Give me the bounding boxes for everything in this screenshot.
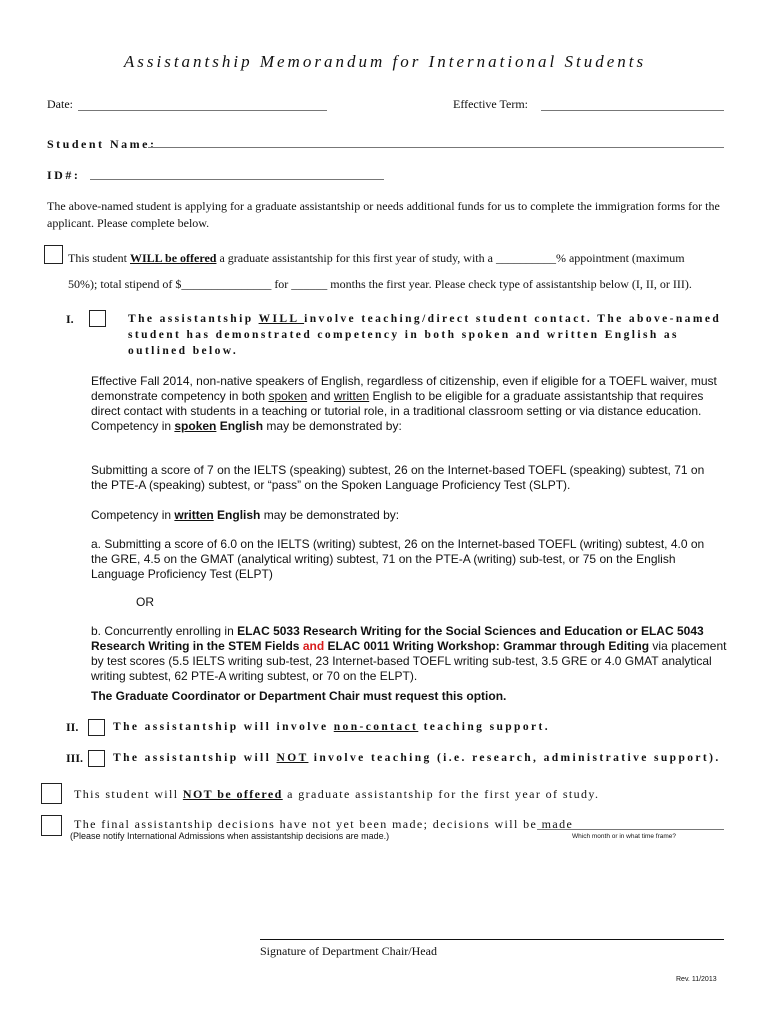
date-field[interactable] (78, 110, 327, 111)
intro-paragraph: The above-named student is applying for a graduate assistantship or needs additional funds for us to complete the immigration forms for the applicant. Please complete below. (47, 199, 720, 230)
pending-note: (Please notify International Admissions when assistantship decisions are made.) (70, 831, 390, 841)
policy-paragraph: Effective Fall 2014, non-native speakers of English, regardless of citizenship, even if eligible for a TOEFL waiver, must demonstrate competency in both spoken and written English to be eligible for a graduate assistantship that requires direct contact with students in a teaching or tutorial role, in a traditional classroom setting or via distance education. Competency in spoken English may be demonstrated by: (91, 374, 717, 433)
revision-label: Rev. 11/2013 (676, 976, 717, 983)
and-highlight: and (299, 639, 328, 653)
type-i-checkbox[interactable] (89, 310, 106, 327)
written-criteria-a: a. Submitting a score of 6.0 on the IELTS (writing) subtest, 26 on the Internet-based TOEFL (writing) subtest, 4.0 on the GRE, 4.5 on the GMAT (analytical writing) subtest, 71 on the PTE-A (writing) sub-test, or 75 on the English Language Proficiency Test (ELPT) (91, 537, 705, 581)
student-name-label: Student Name: (47, 137, 157, 151)
signature-line[interactable] (260, 939, 724, 940)
type-iii-roman: III. (66, 751, 84, 765)
type-ii-text: The assistantship will involve non-contact teaching support. (113, 721, 550, 733)
offered-checkbox[interactable] (44, 245, 63, 264)
not-offered-text: This student will NOT be offered a graduate assistantship for the first year of study. (74, 787, 600, 801)
type-ii-checkbox[interactable] (88, 719, 105, 736)
timeframe-hint: Which month or in what time frame? (572, 833, 677, 840)
written-heading: Competency in written English may be demonstrated by: (91, 508, 400, 522)
effective-term-field[interactable] (541, 110, 724, 111)
signature-label: Signature of Department Chair/Head (260, 944, 437, 958)
pending-text: The final assistantship decisions have not yet been made; decisions will be made (74, 817, 574, 831)
or-separator: OR (136, 595, 154, 609)
pending-checkbox[interactable] (41, 815, 62, 836)
offered-emphasis: WILL be offered (130, 251, 217, 265)
date-label: Date: (47, 97, 73, 111)
spoken-criteria: Submitting a score of 7 on the IELTS (speaking) subtest, 26 on the Internet-based TOEFL (speaking) subtest, 71 on the PTE-A (speaking) subtest, or “pass” on the Spoken Language Proficiency Test (SLPT). (91, 463, 705, 492)
page-title: Assistantship Memorandum for International Students (123, 52, 647, 71)
offered-line-1: This student WILL be offered a graduate assistantship for this first year of study, with a __________% appointment (maximum (68, 251, 685, 265)
type-ii-roman: II. (66, 720, 79, 734)
not-offered-checkbox[interactable] (41, 783, 62, 804)
coordinator-note: The Graduate Coordinator or Department Chair must request this option. (91, 689, 507, 703)
type-i-text: The assistantship WILL involve teaching/direct student contact. The above-named student has demonstrated competency in both spoken and written English as outlined below. (128, 313, 722, 357)
student-name-field[interactable] (148, 147, 724, 148)
id-label: ID#: (47, 168, 81, 182)
id-field[interactable] (90, 179, 384, 180)
offered-line-2: 50%); total stipend of $_______________ for ______ months the first year. Please check type of assistantship below (I, II, or III). (68, 277, 692, 291)
written-criteria-b: b. Concurrently enrolling in ELAC 5033 Research Writing for the Social Sciences and Education or ELAC 5043 Research Writing in the STEM Fields and ELAC 0011 Writing Workshop: Grammar through Editing via placement by test scores (5.5 IELTS writing sub-test, 23 Internet-based TOEFL writing sub-test, 3.5 GRE or 4.0 GMAT analytical writing subtest, 62 PTE-A writing subtest, or 70 on the ELPT). (91, 624, 727, 683)
type-iii-text: The assistantship will NOT involve teaching (i.e. research, administrative support). (113, 752, 721, 764)
effective-term-label: Effective Term: (453, 97, 529, 111)
decision-timeframe-field[interactable] (537, 829, 724, 830)
type-i-roman: I. (66, 312, 74, 326)
type-iii-checkbox[interactable] (88, 750, 105, 767)
